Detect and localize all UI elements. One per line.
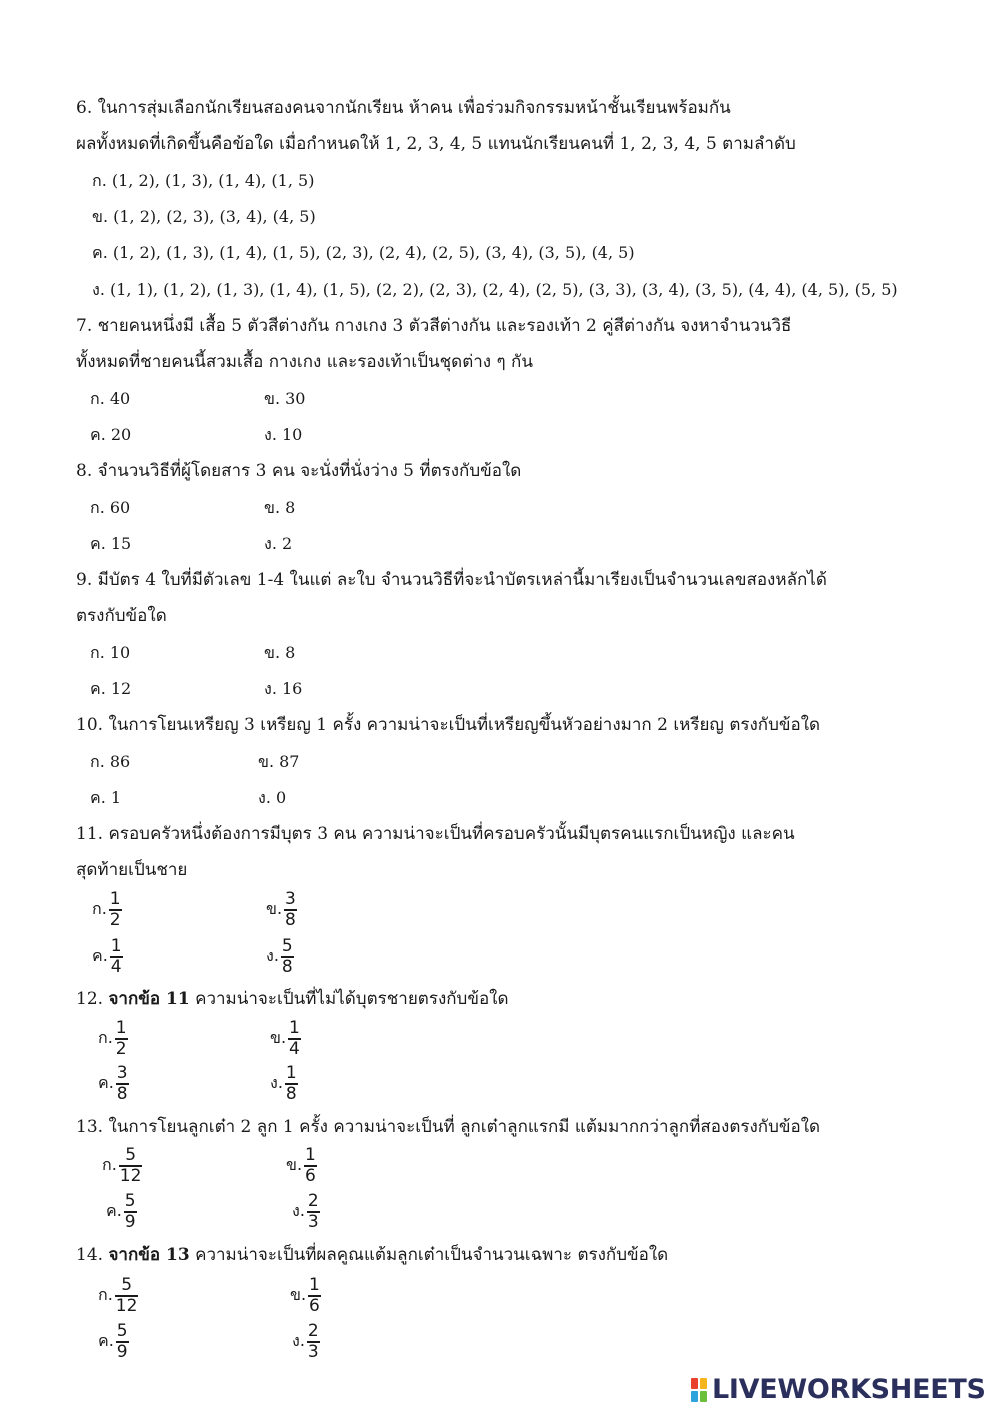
denominator: 4 xyxy=(289,1038,300,1059)
q10-option-d[interactable]: ง. 0 xyxy=(258,788,287,807)
fraction xyxy=(124,1192,137,1232)
q14-question: ความน่าจะเป็นที่ผลคูณแต้มลูกเต๋าเป็นจำนวนเฉพาะ ตรงกับข้อใด xyxy=(189,1245,669,1265)
fraction xyxy=(115,1276,139,1316)
q12-reference: จากข้อ 11 xyxy=(108,989,190,1009)
q12-number: 12. xyxy=(76,989,109,1009)
fraction xyxy=(307,1322,320,1362)
numerator: 5 xyxy=(125,1145,137,1165)
option-label: ค. xyxy=(98,1331,114,1351)
q8-text-line1: 8. จำนวนวิธีที่ผู้โดยสาร 3 คน จะนั่งที่นั่งว่าง 5 ที่ตรงกับข้อใด xyxy=(76,461,522,481)
numerator: 2 xyxy=(307,1321,319,1341)
option-label: ก. xyxy=(102,1155,117,1175)
numerator: 3 xyxy=(116,1063,128,1083)
q10-option-a[interactable]: ก. 86 xyxy=(90,752,131,771)
numerator: 1 xyxy=(309,1275,320,1295)
q12-option-c[interactable] xyxy=(98,1064,129,1104)
numerator: 5 xyxy=(116,1321,128,1341)
option-label: ค. xyxy=(92,946,108,966)
denominator: 8 xyxy=(285,909,296,930)
q12-option-b[interactable] xyxy=(270,1019,301,1059)
q9-option-c[interactable]: ค. 12 xyxy=(90,679,132,698)
q13-option-c[interactable] xyxy=(106,1192,137,1232)
q12-option-a[interactable] xyxy=(98,1019,128,1059)
q14-option-c[interactable] xyxy=(98,1322,129,1362)
numerator: 5 xyxy=(281,936,293,956)
q11-option-d[interactable] xyxy=(266,937,294,977)
fraction xyxy=(288,1019,301,1059)
denominator: 8 xyxy=(116,1083,128,1104)
q9-option-d[interactable]: ง. 16 xyxy=(264,679,303,698)
liveworksheets-logo-icon xyxy=(690,1377,708,1403)
fraction xyxy=(307,1192,320,1232)
q13-option-d[interactable] xyxy=(292,1192,320,1232)
q6-option-a[interactable]: ก. (1, 2), (1, 3), (1, 4), (1, 5) xyxy=(92,171,315,190)
q14-option-d[interactable] xyxy=(292,1322,320,1362)
numerator: 1 xyxy=(289,1018,300,1038)
q12-option-d[interactable] xyxy=(270,1064,298,1104)
denominator: 9 xyxy=(116,1341,128,1362)
q9-option-b[interactable]: ข. 8 xyxy=(264,643,296,662)
q7-option-a[interactable]: ก. 40 xyxy=(90,389,131,408)
q14-option-a[interactable] xyxy=(98,1276,138,1316)
q11-option-b[interactable] xyxy=(266,890,297,930)
q10-text-line1: 10. ในการโยนเหรียญ 3 เหรียญ 1 ครั้ง ความน่าจะเป็นที่เหรียญขึ้นหัวอย่างมาก 2 เหรียญ ตรงกับข้อใด xyxy=(76,715,821,735)
option-label: ข. xyxy=(270,1028,287,1048)
q7-option-d[interactable]: ง. 10 xyxy=(264,425,303,444)
denominator: 9 xyxy=(124,1211,136,1232)
q6-option-b[interactable]: ข. (1, 2), (2, 3), (3, 4), (4, 5) xyxy=(92,207,316,226)
option-label: ข. xyxy=(290,1285,307,1305)
fraction xyxy=(116,1322,129,1362)
fraction xyxy=(285,1064,298,1104)
fraction xyxy=(119,1146,143,1186)
q13-option-a[interactable] xyxy=(102,1146,142,1186)
logo-square-red xyxy=(691,1378,698,1389)
liveworksheets-logo-text: LIVEWORKSHEETS xyxy=(712,1374,986,1405)
fraction xyxy=(109,890,122,930)
logo-square-blue xyxy=(691,1391,698,1402)
q11-text-line2: สุดท้ายเป็นชาย xyxy=(76,860,188,880)
q11-option-a[interactable] xyxy=(92,890,122,930)
q9-option-a[interactable]: ก. 10 xyxy=(90,643,131,662)
liveworksheets-logo[interactable] xyxy=(690,1374,986,1405)
denominator: 6 xyxy=(309,1295,320,1316)
numerator: 1 xyxy=(115,1018,127,1038)
numerator: 5 xyxy=(124,1191,136,1211)
q8-option-d[interactable]: ง. 2 xyxy=(264,534,293,553)
q9-text-line1: 9. มีบัตร 4 ใบที่มีตัวเลข 1-4 ในแต่ ละใบ จำนวนวิธีที่จะนำบัตรเหล่านี้มาเรียงเป็นจำนวนเลขสองหลักได้ xyxy=(76,570,827,590)
q13-text-line1: 13. ในการโยนลูกเต๋า 2 ลูก 1 ครั้ง ความน่าจะเป็นที่ ลูกเต๋าลูกแรกมี แต้มมากกว่าลูกที่สองตรงกับข้อใด xyxy=(76,1117,821,1137)
q7-option-b[interactable]: ข. 30 xyxy=(264,389,306,408)
fraction xyxy=(116,1064,129,1104)
q6-option-c[interactable]: ค. (1, 2), (1, 3), (1, 4), (1, 5), (2, 3), (2, 4), (2, 5), (3, 4), (3, 5), (4, 5) xyxy=(92,243,635,262)
numerator: 1 xyxy=(285,1063,297,1083)
option-label: ก. xyxy=(92,899,107,919)
denominator: 4 xyxy=(110,956,122,977)
q11-option-c[interactable] xyxy=(92,937,123,977)
fraction xyxy=(110,937,123,977)
q8-option-c[interactable]: ค. 15 xyxy=(90,534,132,553)
option-label: ง. xyxy=(292,1331,305,1351)
q6-option-d[interactable]: ง. (1, 1), (1, 2), (1, 3), (1, 4), (1, 5), (2, 2), (2, 3), (2, 4), (2, 5), (3, 3), (3, 4), (3, 5), (4, 4), (4, 5), (5, 5) xyxy=(92,280,898,299)
q8-option-a[interactable]: ก. 60 xyxy=(90,498,131,517)
denominator: 6 xyxy=(305,1165,316,1186)
q6-text-line2: ผลทั้งหมดที่เกิดขึ้นคือข้อใด เมื่อกำหนดให้ 1, 2, 3, 4, 5 แทนนักเรียนคนที่ 1, 2, 3, 4, 5 ตามลำดับ xyxy=(76,134,796,154)
denominator: 12 xyxy=(115,1295,138,1316)
q10-option-c[interactable]: ค. 1 xyxy=(90,788,122,807)
q13-option-b[interactable] xyxy=(286,1146,317,1186)
q9-text-line2: ตรงกับข้อใด xyxy=(76,606,167,626)
q6-text-line1: 6. ในการสุ่มเลือกนักเรียนสองคนจากนักเรียน ห้าคน เพื่อร่วมกิจกรรมหน้าชั้นเรียนพร้อมกัน xyxy=(76,98,731,118)
fraction xyxy=(281,937,294,977)
option-label: ข. xyxy=(286,1155,303,1175)
option-label: ค. xyxy=(106,1201,122,1221)
fraction xyxy=(284,890,297,930)
option-label: ง. xyxy=(292,1201,305,1221)
denominator: 3 xyxy=(307,1341,319,1362)
option-label: ค. xyxy=(98,1073,114,1093)
q7-text-line2: ทั้งหมดที่ชายคนนี้สวมเสื้อ กางเกง และรองเท้าเป็นชุดต่าง ๆ กัน xyxy=(76,352,533,372)
denominator: 12 xyxy=(119,1165,142,1186)
numerator: 5 xyxy=(121,1275,133,1295)
q14-number: 14. xyxy=(76,1245,109,1265)
denominator: 8 xyxy=(285,1083,297,1104)
q12-text-line1 xyxy=(76,988,509,1010)
option-label: ข. xyxy=(266,899,283,919)
fraction xyxy=(308,1276,321,1316)
q14-option-b[interactable] xyxy=(290,1276,321,1316)
q7-text-line1: 7. ชายคนหนึ่งมี เสื้อ 5 ตัวสีต่างกัน กางเกง 3 ตัวสีต่างกัน และรองเท้า 2 คู่สีต่างกัน จงหาจำนวนวิธี xyxy=(76,316,792,336)
numerator: 1 xyxy=(109,889,121,909)
option-label: ก. xyxy=(98,1285,113,1305)
fraction xyxy=(304,1146,317,1186)
numerator: 3 xyxy=(285,889,296,909)
fraction xyxy=(115,1019,128,1059)
option-label: ง. xyxy=(266,946,279,966)
denominator: 3 xyxy=(307,1211,319,1232)
q10-option-b[interactable]: ข. 87 xyxy=(258,752,300,771)
q14-text-line1 xyxy=(76,1244,668,1266)
q12-question: ความน่าจะเป็นที่ไม่ได้บุตรชายตรงกับข้อใด xyxy=(189,989,509,1009)
numerator: 2 xyxy=(307,1191,319,1211)
denominator: 8 xyxy=(281,956,293,977)
denominator: 2 xyxy=(109,909,121,930)
option-label: ก. xyxy=(98,1028,113,1048)
q8-option-b[interactable]: ข. 8 xyxy=(264,498,296,517)
logo-square-green xyxy=(700,1391,707,1402)
logo-square-yellow xyxy=(700,1378,707,1389)
q7-option-c[interactable]: ค. 20 xyxy=(90,425,132,444)
option-label: ง. xyxy=(270,1073,283,1093)
numerator: 1 xyxy=(305,1145,316,1165)
denominator: 2 xyxy=(115,1038,127,1059)
q14-reference: จากข้อ 13 xyxy=(108,1245,190,1265)
q11-text-line1: 11. ครอบครัวหนึ่งต้องการมีบุตร 3 คน ความน่าจะเป็นที่ครอบครัวนั้นมีบุตรคนแรกเป็นหญิง และคน xyxy=(76,824,795,844)
numerator: 1 xyxy=(110,936,122,956)
